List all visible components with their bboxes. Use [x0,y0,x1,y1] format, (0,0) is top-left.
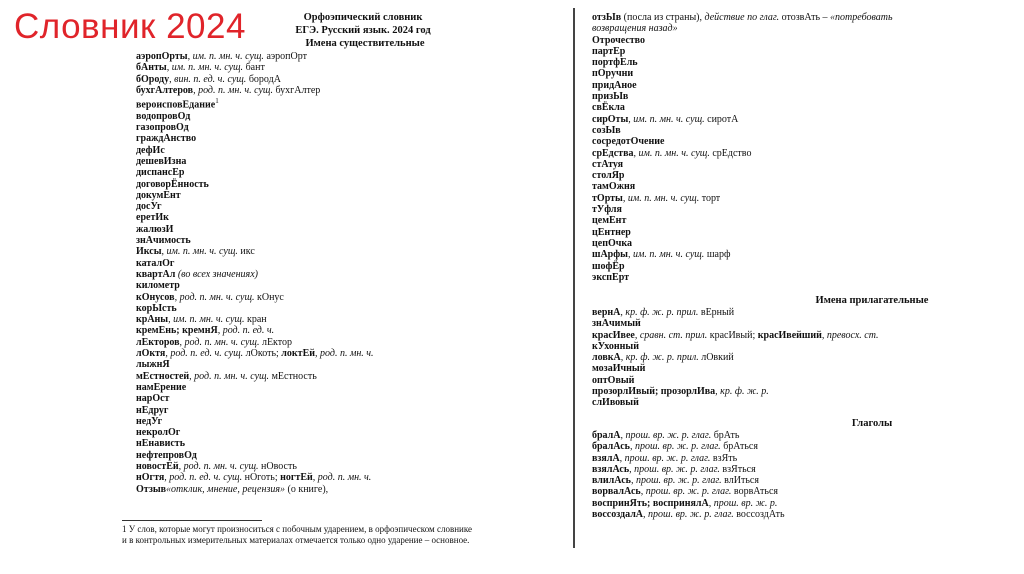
grammar-note: , сравн. ст. прил. [634,329,708,341]
grammar-note: (во всех значениях) [175,268,258,280]
headword: взялАсь [592,463,630,475]
headword: кОнусов [136,291,175,303]
dictionary-entry [592,204,893,215]
dictionary-entry [592,102,893,113]
dictionary-entry [136,122,374,133]
entry-text: (посла из страны), [621,12,705,23]
headword: бАнты [136,62,167,74]
headword: красИвее [592,329,635,341]
dictionary-entry [136,450,374,461]
headword: тОрты [592,192,623,204]
headword: созЫв [592,124,621,136]
entry-text: лОвкий [698,352,734,364]
grammar-note: , им. п. мн. ч. сущ. [187,51,264,62]
dictionary-entry [592,193,893,204]
headword: влилАсь [592,475,631,487]
dictionary-entry [136,292,374,303]
entry-text: икс [237,246,255,258]
entry-text: воссоздАть [733,509,785,521]
entry-text: влИться [721,475,759,487]
dictionary-entry [592,35,893,46]
headword: договорЁнность [136,178,209,190]
grammar-note: , род. п. мн. ч. сущ. [174,291,255,303]
headword: кУхонный [592,340,639,352]
dictionary-entry [136,484,374,495]
headword: экспЕрт [592,271,630,283]
headword: вернА [592,307,621,318]
headword: нарОст [136,393,170,405]
entry-text: брАться [720,441,758,453]
document-title-line-2: ЕГЭ. Русский язык. 2024 год [295,24,431,36]
headword-2: локтЕй [281,348,316,360]
entry-text: красИвый; [707,329,758,341]
dictionary-entry [592,397,879,408]
grammar-note: возвращения назад» [592,23,678,35]
dictionary-entry [136,325,374,336]
headword: цепОчка [592,237,632,249]
dictionary-entry [592,249,893,260]
entry-text: бант [243,62,265,74]
grammar-note: , кр. ф. ж. р. прил. [620,352,699,364]
grammar-note: , прош. вр. ж. р. глаг. [640,486,732,498]
headword: крАны [136,314,169,326]
entry-text: лОкоть; [243,348,282,360]
headword: стАтуя [592,158,624,170]
grammar-note: , род. п. мн. ч. сущ. [178,461,259,473]
headword-2: ногтЕй [280,472,313,484]
dictionary-entry [592,148,893,159]
headword: нОгтя [136,472,165,484]
headword: жалюзИ [136,223,174,235]
headword: партЕр [592,45,626,57]
dictionary-entry [592,68,893,79]
grammar-note: , им. п. мн. ч. сущ. [628,113,705,125]
grammar-note: , род. п. мн. ч. сущ. [189,370,270,382]
headword: граждАнство [136,133,197,145]
dictionary-entry [136,303,374,314]
headword: квартАл [136,268,176,280]
dictionary-entry [136,382,374,393]
dictionary-entry [136,246,374,257]
dictionary-entry [136,235,374,246]
headword: шофЁр [592,260,625,272]
dictionary-entry [592,453,785,464]
dictionary-entry [592,375,879,386]
grammar-note: , прош. вр. ж. р. глаг. [619,452,711,464]
dictionary-entry [136,85,374,96]
grammar-note: , им. п. мн. ч. сущ. [627,249,705,261]
entry-text: мЕстность [269,370,317,382]
headword: докумЕнт [136,189,181,201]
dictionary-entry [592,430,785,441]
dictionary-entry [136,269,374,280]
grammar-note: , прош. вр. ж. р. [708,497,778,509]
headword: бралАсь [592,441,630,453]
grammar-note: , род. п. мн. ч. сущ. [179,336,260,348]
entry-text: взЯть [710,452,738,464]
headword: досУг [136,201,162,213]
grammar-note: , вин. п. ед. ч. сущ. [169,73,247,85]
dictionary-entry [592,170,893,181]
footnote-marker: 1 [215,97,219,106]
dictionary-entry [592,509,785,520]
entry-text: нОвость [258,461,297,473]
headword: корЫсть [136,302,177,314]
dictionary-entry [592,330,879,341]
headword: воспринЯть; воспринялА [592,497,709,509]
headword: воссоздалА [592,509,644,521]
dictionary-entry [592,12,893,23]
headword: дешевИзна [136,156,187,167]
page-divider [573,8,575,548]
headword: бОроду [136,73,170,85]
headword: бралА [592,430,621,441]
document-title [274,12,452,37]
headword: пОручни [592,68,634,80]
dictionary-entry [592,136,893,147]
headword-2: красИвейший [757,329,822,341]
dictionary-entry [592,464,785,475]
entry-text: лЕктор [259,336,293,348]
dictionary-entry [592,475,785,486]
dictionary-entry [592,125,893,136]
dictionary-entry [592,363,879,374]
headword: ловкА [592,352,621,364]
dictionary-entry [592,238,893,249]
dictionary-entry [136,111,374,122]
headword: цемЕнт [592,215,627,227]
grammar-note: , прош. вр. ж. р. глаг. [630,475,722,487]
entry-text: вЕрный [698,307,735,318]
dictionary-entry [592,159,893,170]
entry-text: бухгАлтер [272,84,321,96]
headword: свЁкла [592,102,625,114]
dictionary-entry [136,133,374,144]
dictionary-entry [592,272,893,283]
headword: тУфля [592,204,622,216]
dictionary-entry [136,190,374,201]
entry-text: кран [244,314,267,326]
grammar-note: действие по глаг. [704,12,780,23]
dictionary-entry [136,416,374,427]
headword: сосредотОчение [592,136,665,148]
headword: ворвалАсь [592,486,641,498]
headword: каталОг [136,257,175,269]
dictionary-entry [592,23,893,34]
headword: лыжнЯ [136,359,170,371]
headword: шАрфы [592,249,628,261]
headword: лОктя [136,348,166,360]
dictionary-entry [136,51,374,62]
dictionary-entry [592,352,879,363]
document-title-line-1: Орфоэпический словник [303,12,423,23]
dictionary-entry [136,74,374,85]
headword: прозорлИвый; прозорлИва [592,386,716,398]
headword: знАчимость [136,235,191,247]
grammar-note-2: , превосх. ст. [821,329,879,341]
dictionary-entry [136,438,374,449]
headword: придАное [592,79,637,91]
headword: нефтепровОд [136,449,197,461]
entry-text: бородА [246,73,281,85]
grammar-note: , прош. вр. ж. р. глаг. [620,430,712,441]
adjective-entries-list [592,307,879,409]
grammar-note: , род. п. ед. ч. сущ. [165,348,244,360]
dictionary-entry [136,145,374,156]
dictionary-entry [592,341,879,352]
entry-text: шарф [704,249,731,261]
footnote [122,524,542,546]
dictionary-entry [592,114,893,125]
grammar-note: , кр. ф. ж. р. [715,386,769,398]
headword: газопровОд [136,122,189,134]
dictionary-entry [592,215,893,226]
dictionary-entry [136,461,374,472]
dictionary-entry [136,393,374,404]
dictionary-entry [136,427,374,438]
headword: нЕдруг [136,404,169,416]
noun-entries-list-continued [592,12,893,283]
entry-text: срЕдство [709,147,752,159]
dictionary-entry [592,307,879,318]
grammar-note: , прош. вр. ж. р. глаг. [629,463,720,475]
dictionary-entry [136,258,374,269]
dictionary-entry [592,441,785,452]
headword: недУг [136,415,163,427]
dictionary-entry [592,227,893,238]
dictionary-entry [592,91,893,102]
headword: водопровОд [136,110,191,122]
dictionary-entry [136,371,374,382]
headword: километр [136,280,180,292]
footnote-line-2: и в контрольных измерительных материалах отмечается только одно ударение – основное. [122,535,470,545]
headword: призЫв [592,91,629,103]
dictionary-entry [136,280,374,291]
headword: лЕкторов [136,336,180,348]
dictionary-entry [136,201,374,212]
dictionary-entry [592,318,879,329]
dictionary-entry [592,181,893,192]
headword: слИвовый [592,397,639,409]
headword: портфЕль [592,57,638,69]
grammar-note: , им. п. мн. ч. сущ. [622,192,700,204]
dictionary-entry [136,62,374,73]
grammar-note: , род. п. ед. ч. сущ. [164,472,243,484]
entry-text: аэропОрт [263,51,307,62]
grammar-note: , род. п. ед. ч. [217,325,275,337]
dictionary-entry [136,472,374,483]
grammar-note: , род. п. мн. ч. сущ. [193,84,273,96]
headword: мозаИчный [592,363,646,375]
dictionary-entry [136,337,374,348]
grammar-note-2: , род. п. мн. ч. [312,472,372,484]
entry-text: нОготь; [242,472,281,484]
grammar-note-2: «потребовать [830,12,893,23]
grammar-note: «отклик, мнение, рецензия» [166,483,286,495]
dictionary-entry [592,261,893,272]
headword: Отрочество [592,34,645,46]
headword: знАчимый [592,318,641,330]
headword: кремЕнь; кремнЯ [136,325,218,337]
entry-text: взЯться [719,463,756,475]
dictionary-entry [592,498,785,509]
dictionary-entry [136,179,374,190]
dictionary-entry [136,224,374,235]
headword: взялА [592,452,620,464]
noun-entries-list [136,51,374,495]
grammar-note: , кр. ф. ж. р. прил. [620,307,699,318]
footnote-rule [122,520,262,521]
headword: срЕдства [592,147,634,159]
headword: диспансЕр [136,167,185,179]
headword: отзЫв [592,12,622,23]
dictionary-entry [592,386,879,397]
grammar-note: , им. п. мн. ч. сущ. [168,314,245,326]
entry-text: (о книге), [285,483,329,495]
headword: аэропОрты [136,51,188,62]
headword: мЕстностей [136,370,190,382]
dictionary-entry [136,212,374,223]
grammar-note-2: , род. п. мн. ч. [315,348,374,360]
entry-text-2: отозвАть – [779,12,831,23]
headword: тамОжня [592,181,636,193]
headword: Отзыв [136,483,167,495]
headword: вероисповЕдание [136,99,216,111]
slide-title: Словник 2024 [14,7,246,46]
dictionary-entry [136,359,374,370]
entry-text: брАть [711,430,740,441]
dictionary-entry [592,57,893,68]
section-heading-nouns: Имена существительные [305,38,425,49]
headword: некролОг [136,427,181,439]
dictionary-entry [136,167,374,178]
entry-text: кОнус [254,291,284,303]
entry-text: ворвАться [731,486,778,498]
verb-entries-list [592,430,785,520]
headword: Иксы [136,246,162,258]
dictionary-entry [592,80,893,91]
grammar-note: , прош. вр. ж. р. глаг. [629,441,721,453]
grammar-note: , прош. вр. ж. р. глаг. [643,509,734,521]
section-heading-adjectives: Имена прилагательные [815,295,929,306]
section-heading-verbs: Глаголы [851,418,893,429]
dictionary-entry [136,348,374,359]
dictionary-entry [136,405,374,416]
entry-text: сиротА [704,113,739,125]
dictionary-entry [592,46,893,57]
headword: намЕрение [136,381,187,393]
dictionary-entry [136,314,374,325]
grammar-note: , им. п. мн. ч. сущ. [166,62,244,74]
dictionary-entry [592,486,785,497]
dictionary-entry [136,96,374,111]
headword: оптОвый [592,374,635,386]
headword: нЕнависть [136,438,185,450]
headword: еретИк [136,212,169,224]
headword: бухгАлтеров [136,84,194,96]
dictionary-entry [136,156,374,167]
grammar-note: , им. п. мн. ч. сущ. [633,147,710,159]
grammar-note: , им. п. мн. ч. сущ. [161,246,238,258]
headword: столЯр [592,170,625,182]
entry-text: торт [699,192,721,204]
footnote-line-1: 1 У слов, которые могут произноситься с побочным ударением, в орфоэпическом словнике [122,524,472,534]
headword: цЕнтнер [592,226,631,238]
headword: сирОты [592,113,629,125]
headword: новостЕй [136,461,179,473]
headword: дефИс [136,144,165,156]
